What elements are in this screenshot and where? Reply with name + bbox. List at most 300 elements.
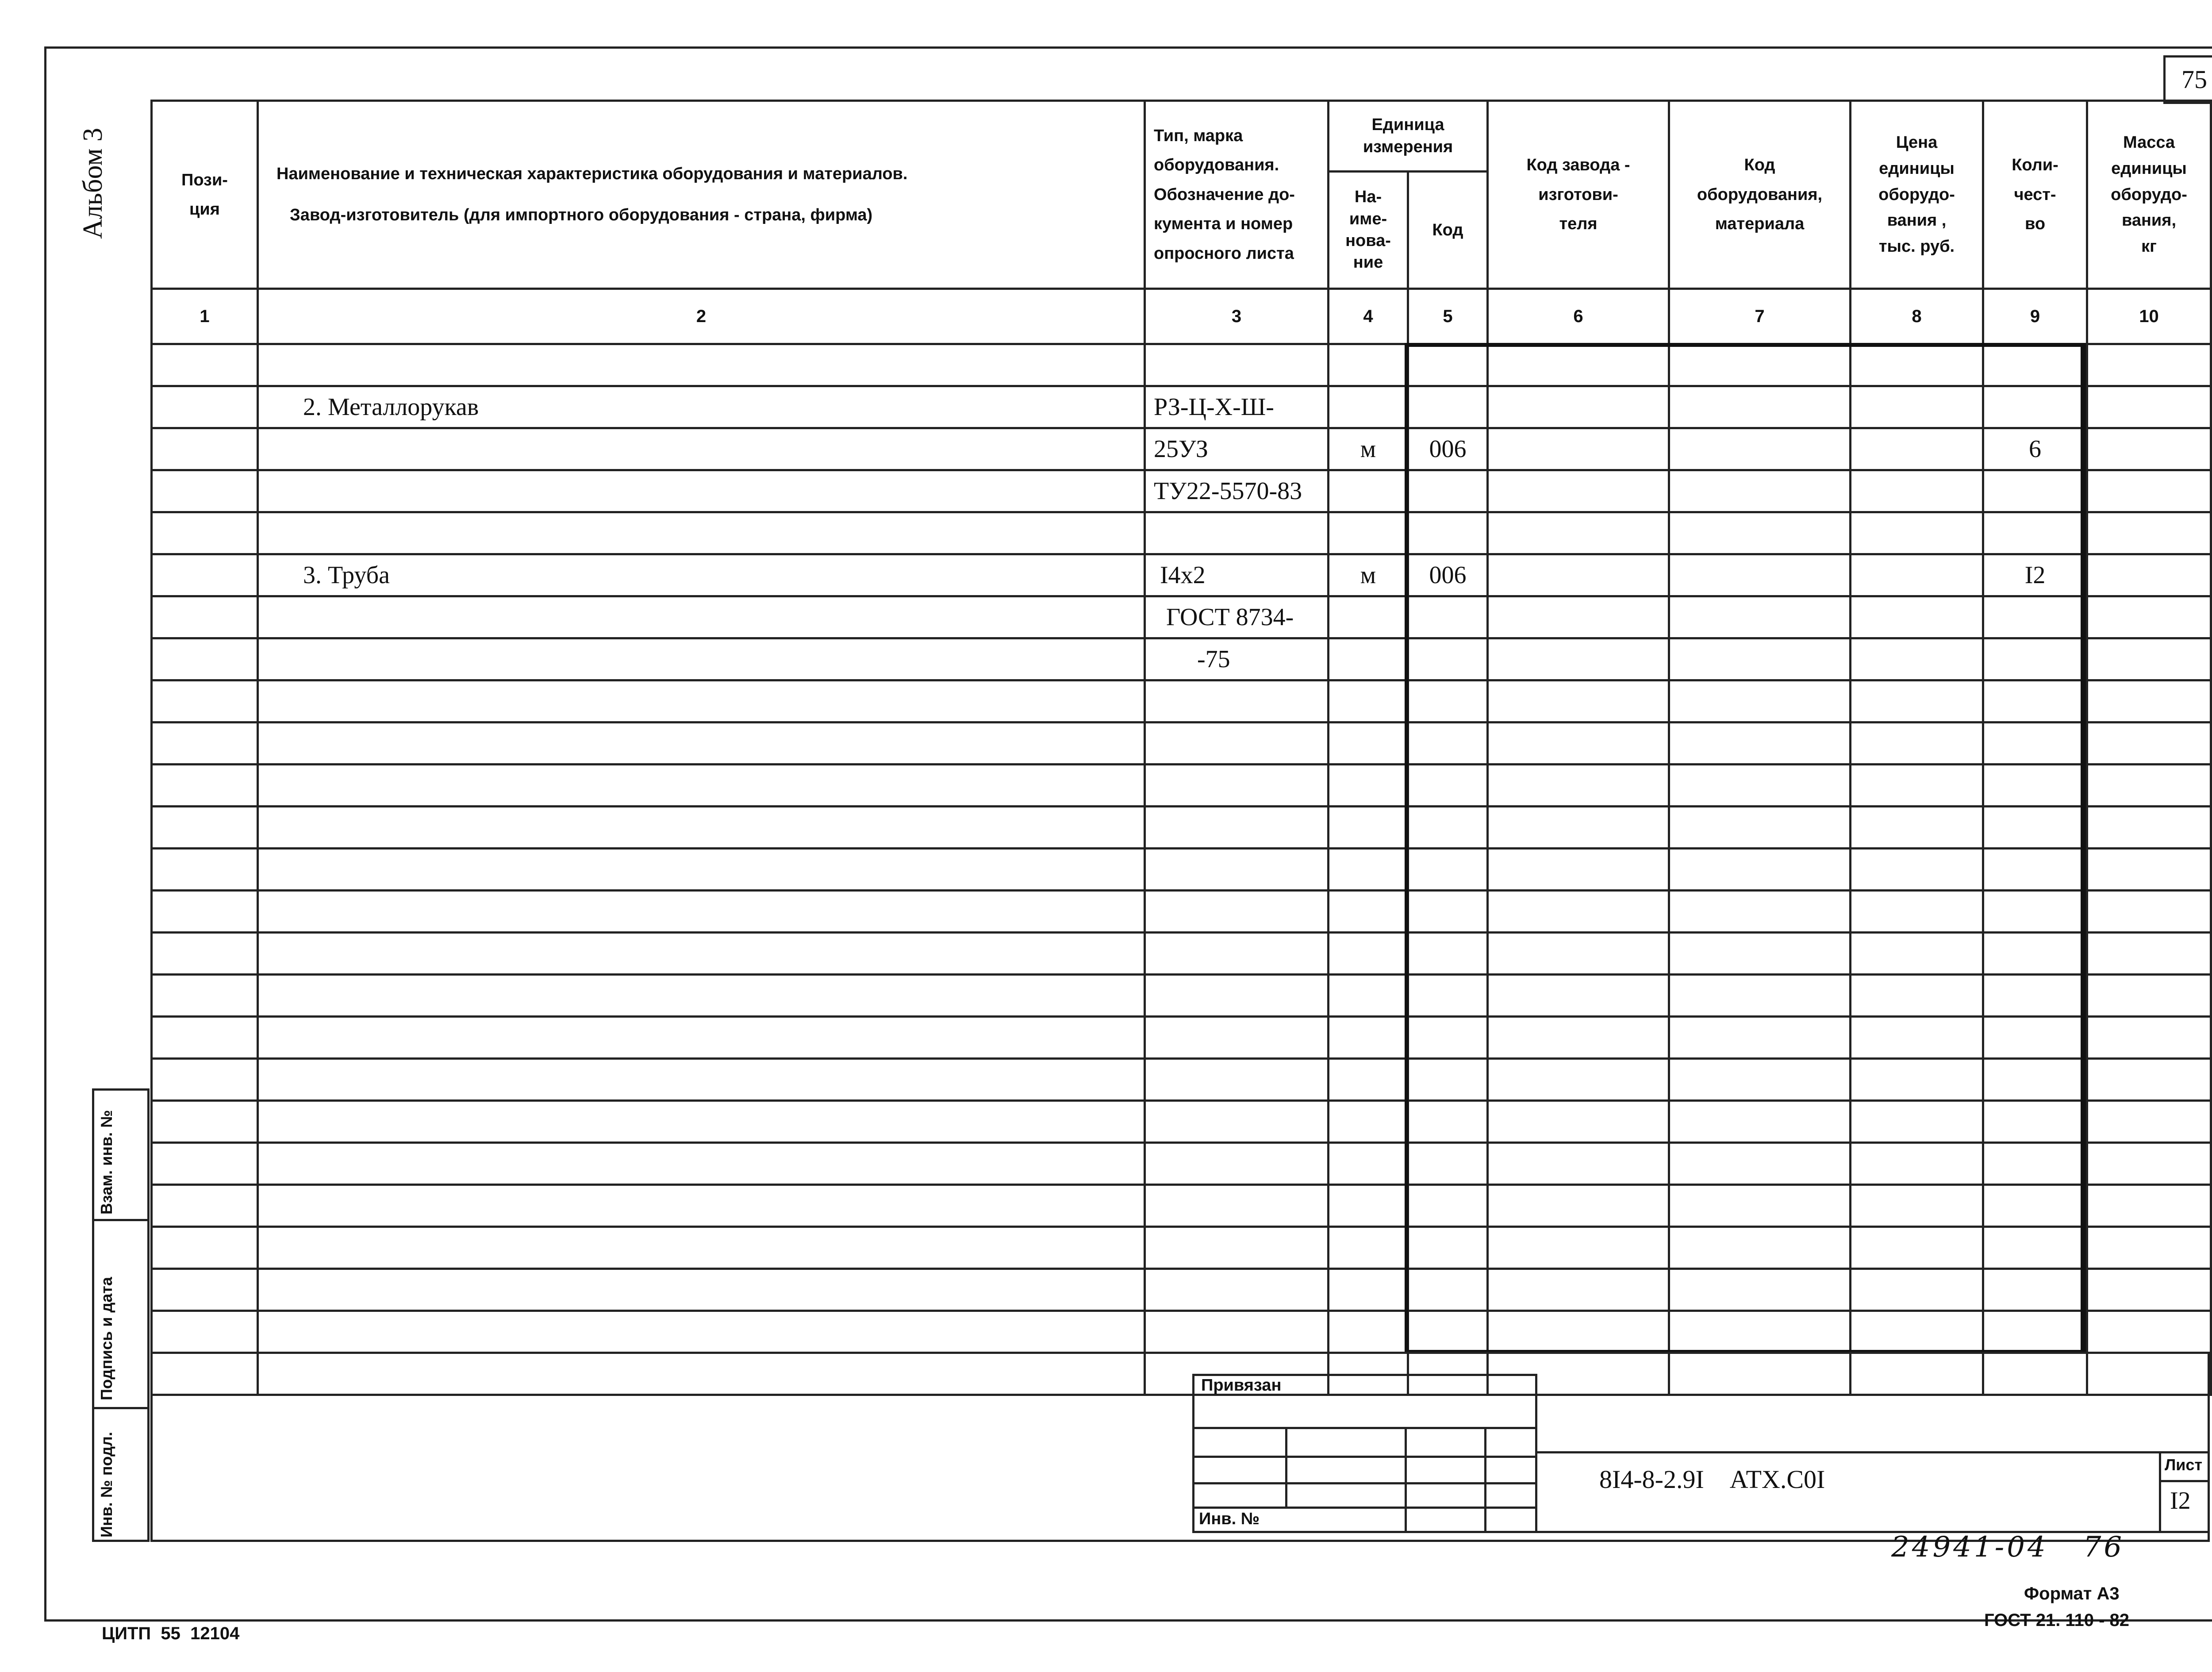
table-row	[152, 849, 2211, 891]
cell-factory-code	[1488, 596, 1669, 638]
header-unit-name: На- име- нова- ние	[1329, 172, 1408, 289]
bold-divider	[2081, 343, 2085, 1354]
cell-type	[1145, 680, 1329, 723]
cell-quantity	[1983, 1311, 2087, 1353]
cell-name	[258, 680, 1145, 723]
cell-unit	[1329, 723, 1408, 765]
cell-equipment-code	[1669, 386, 1851, 428]
cell-unit	[1329, 1269, 1408, 1311]
cell-unit	[1329, 1101, 1408, 1143]
cell-factory-code	[1488, 554, 1669, 596]
cell-name	[258, 638, 1145, 680]
cell-factory-code	[1488, 1227, 1669, 1269]
cell-price	[1851, 1101, 1983, 1143]
cell-price	[1851, 1185, 1983, 1227]
cell-equipment-code	[1669, 1101, 1851, 1143]
cell-factory-code	[1488, 975, 1669, 1017]
cell-mass	[2087, 1185, 2211, 1227]
cell-name	[258, 344, 1145, 386]
cell-price	[1851, 596, 1983, 638]
cell-name	[258, 1059, 1145, 1101]
cell-factory-code	[1488, 1059, 1669, 1101]
cell-equipment-code	[1669, 1059, 1851, 1101]
column-number: 3	[1145, 289, 1329, 344]
cell-unit-code: 006	[1408, 554, 1488, 596]
cell-name	[258, 1227, 1145, 1269]
cell-equipment-code	[1669, 638, 1851, 680]
doc-code: 8I4-8-2.9I АТХ.С0I	[1599, 1465, 1825, 1494]
cell-quantity	[1983, 680, 2087, 723]
cell-position	[152, 1227, 258, 1269]
cell-equipment-code	[1669, 512, 1851, 554]
cell-factory-code	[1488, 807, 1669, 849]
table-row	[152, 891, 2211, 933]
cell-name: 3. Труба	[258, 554, 1145, 596]
cell-unit-code	[1408, 1269, 1488, 1311]
cell-quantity	[1983, 1143, 2087, 1185]
cell-unit-code	[1408, 1227, 1488, 1269]
table-row	[152, 386, 2211, 428]
cell-name	[258, 975, 1145, 1017]
table-row	[152, 765, 2211, 807]
cell-name	[258, 470, 1145, 512]
cell-factory-code	[1488, 849, 1669, 891]
table-row	[152, 933, 2211, 975]
cell-position	[152, 554, 258, 596]
cell-equipment-code	[1669, 891, 1851, 933]
cell-unit	[1329, 1143, 1408, 1185]
citp-label: ЦИТП 55 12104	[102, 1624, 240, 1643]
cell-equipment-code	[1669, 849, 1851, 891]
cell-unit-code	[1408, 975, 1488, 1017]
cell-quantity	[1983, 344, 2087, 386]
cell-quantity	[1983, 807, 2087, 849]
cell-unit	[1329, 891, 1408, 933]
cell-position	[152, 1185, 258, 1227]
cell-position	[152, 1269, 258, 1311]
cell-position	[152, 1017, 258, 1059]
cell-unit-code	[1408, 386, 1488, 428]
cell-name	[258, 1185, 1145, 1227]
column-number: 7	[1669, 289, 1851, 344]
cell-position	[152, 638, 258, 680]
cell-mass	[2087, 638, 2211, 680]
cell-unit	[1329, 765, 1408, 807]
cell-unit-code	[1408, 680, 1488, 723]
cell-position	[152, 807, 258, 849]
header-name	[258, 101, 1145, 289]
cell-name	[258, 1101, 1145, 1143]
cell-factory-code	[1488, 765, 1669, 807]
cell-unit-code	[1408, 344, 1488, 386]
cell-factory-code	[1488, 1311, 1669, 1353]
cell-equipment-code	[1669, 1185, 1851, 1227]
cell-unit-code	[1408, 891, 1488, 933]
table-row	[152, 723, 2211, 765]
cell-unit	[1329, 470, 1408, 512]
cell-name	[258, 933, 1145, 975]
cell-price	[1851, 807, 1983, 849]
cell-mass	[2087, 470, 2211, 512]
cell-position	[152, 344, 258, 386]
table-row	[152, 975, 2211, 1017]
cell-unit-code	[1408, 1311, 1488, 1353]
table-row	[152, 1311, 2211, 1353]
cell-factory-code	[1488, 344, 1669, 386]
cell-mass	[2087, 765, 2211, 807]
cell-price	[1851, 1269, 1983, 1311]
header-factory-code: Код завода - изготови- теля	[1488, 101, 1669, 289]
cell-factory-code	[1488, 512, 1669, 554]
cell-equipment-code	[1669, 596, 1851, 638]
header-unit-group: Единица измерения	[1329, 101, 1488, 172]
cell-quantity: 6	[1983, 428, 2087, 470]
side-label-podpis: Подпись и дата	[97, 1277, 115, 1400]
cell-equipment-code	[1669, 1269, 1851, 1311]
cell-mass	[2087, 849, 2211, 891]
cell-mass	[2087, 596, 2211, 638]
cell-name	[258, 891, 1145, 933]
cell-price	[1851, 470, 1983, 512]
cell-price	[1851, 1059, 1983, 1101]
column-number: 6	[1488, 289, 1669, 344]
cell-type	[1145, 975, 1329, 1017]
cell-type	[1145, 1059, 1329, 1101]
cell-quantity	[1983, 1059, 2087, 1101]
cell-factory-code	[1488, 891, 1669, 933]
cell-type	[1145, 807, 1329, 849]
cell-type: ТУ22-5570-83	[1145, 470, 1329, 512]
cell-unit-code	[1408, 723, 1488, 765]
cell-unit-code	[1408, 596, 1488, 638]
column-number: 4	[1329, 289, 1408, 344]
column-number: 10	[2087, 289, 2211, 344]
cell-price	[1851, 386, 1983, 428]
cell-quantity	[1983, 1269, 2087, 1311]
cell-unit	[1329, 1311, 1408, 1353]
cell-price	[1851, 891, 1983, 933]
table-row	[152, 344, 2211, 386]
header-position: Пози- ция	[152, 101, 258, 289]
cell-price	[1851, 428, 1983, 470]
cell-equipment-code	[1669, 428, 1851, 470]
cell-quantity	[1983, 638, 2087, 680]
cell-unit	[1329, 344, 1408, 386]
cell-factory-code	[1488, 680, 1669, 723]
cell-unit-code	[1408, 1143, 1488, 1185]
cell-unit	[1329, 680, 1408, 723]
list-divider	[2159, 1451, 2161, 1533]
table-row	[152, 512, 2211, 554]
table-row	[152, 470, 2211, 512]
table-row	[152, 1017, 2211, 1059]
album-label: Альбом 3	[78, 127, 108, 239]
cell-name	[258, 428, 1145, 470]
cell-position	[152, 470, 258, 512]
cell-position	[152, 849, 258, 891]
cell-quantity	[1983, 1185, 2087, 1227]
cell-quantity	[1983, 1017, 2087, 1059]
cell-mass	[2087, 1227, 2211, 1269]
cell-type	[1145, 1143, 1329, 1185]
cell-name	[258, 1017, 1145, 1059]
cell-position	[152, 1143, 258, 1185]
cell-unit	[1329, 975, 1408, 1017]
cell-name	[258, 765, 1145, 807]
cell-name	[258, 512, 1145, 554]
cell-position	[152, 933, 258, 975]
cell-unit-code: 006	[1408, 428, 1488, 470]
cell-equipment-code	[1669, 1227, 1851, 1269]
header-name-line1: Наименование и техническая характеристика оборудования и материалов.	[276, 164, 908, 183]
cell-position	[152, 596, 258, 638]
cell-unit	[1329, 1017, 1408, 1059]
table-row	[152, 1059, 2211, 1101]
column-number: 8	[1851, 289, 1983, 344]
cell-position	[152, 1311, 258, 1353]
cell-type: 25УЗ	[1145, 428, 1329, 470]
cell-name	[258, 1269, 1145, 1311]
cell-type	[1145, 933, 1329, 975]
list-divider	[2159, 1480, 2210, 1482]
cell-type	[1145, 1017, 1329, 1059]
cell-quantity	[1983, 933, 2087, 975]
stamp-line	[1405, 1427, 1407, 1533]
cell-equipment-code	[1669, 1017, 1851, 1059]
cell-unit-code	[1408, 638, 1488, 680]
list-label: Лист	[2165, 1456, 2203, 1474]
cell-position	[152, 765, 258, 807]
cell-factory-code	[1488, 1269, 1669, 1311]
cell-unit	[1329, 1059, 1408, 1101]
cell-position	[152, 891, 258, 933]
cell-name	[258, 807, 1145, 849]
cell-name	[258, 596, 1145, 638]
cell-type: ГОСТ 8734-	[1145, 596, 1329, 638]
header-equipment-code: Код оборудования, материала	[1669, 101, 1851, 289]
cell-equipment-code	[1669, 723, 1851, 765]
cell-mass	[2087, 428, 2211, 470]
table-row	[152, 1101, 2211, 1143]
cell-factory-code	[1488, 428, 1669, 470]
header-unit-code: Код	[1408, 172, 1488, 289]
cell-mass	[2087, 933, 2211, 975]
cell-unit: м	[1329, 554, 1408, 596]
cell-quantity	[1983, 975, 2087, 1017]
cell-factory-code	[1488, 386, 1669, 428]
cell-position	[152, 1101, 258, 1143]
cell-price	[1851, 975, 1983, 1017]
cell-factory-code	[1488, 1017, 1669, 1059]
cell-type	[1145, 1185, 1329, 1227]
cell-type	[1145, 344, 1329, 386]
cell-mass	[2087, 680, 2211, 723]
cell-position	[152, 428, 258, 470]
cell-unit	[1329, 386, 1408, 428]
cell-unit	[1329, 596, 1408, 638]
stamp-line	[1285, 1427, 1287, 1507]
cell-price	[1851, 1311, 1983, 1353]
table-row	[152, 680, 2211, 723]
cell-equipment-code	[1669, 765, 1851, 807]
cell-mass	[2087, 723, 2211, 765]
cell-type	[1145, 1269, 1329, 1311]
cell-unit	[1329, 638, 1408, 680]
cell-position	[152, 512, 258, 554]
cell-position	[152, 386, 258, 428]
cell-equipment-code	[1669, 1143, 1851, 1185]
cell-type	[1145, 1311, 1329, 1353]
cell-factory-code	[1488, 1185, 1669, 1227]
cell-factory-code	[1488, 1101, 1669, 1143]
cell-mass	[2087, 386, 2211, 428]
cell-unit	[1329, 1227, 1408, 1269]
header-price: Цена единицы оборудо- вания , тыс. руб.	[1851, 101, 1983, 289]
stamp-inv-label: Инв. №	[1199, 1510, 1260, 1528]
cell-factory-code	[1488, 470, 1669, 512]
stamp-line	[1484, 1427, 1486, 1533]
cell-price	[1851, 554, 1983, 596]
cell-unit: м	[1329, 428, 1408, 470]
cell-mass	[2087, 554, 2211, 596]
cell-price	[1851, 765, 1983, 807]
cell-mass	[2087, 807, 2211, 849]
column-number-row	[152, 289, 2211, 344]
side-label-inv: Инв. № подл.	[97, 1432, 115, 1537]
column-number: 5	[1408, 289, 1488, 344]
table-row	[152, 1269, 2211, 1311]
cell-price	[1851, 849, 1983, 891]
cell-price	[1851, 1017, 1983, 1059]
cell-unit-code	[1408, 807, 1488, 849]
cell-quantity	[1983, 891, 2087, 933]
cell-unit-code	[1408, 470, 1488, 512]
cell-unit-code	[1408, 765, 1488, 807]
cell-unit-code	[1408, 1059, 1488, 1101]
cell-quantity	[1983, 765, 2087, 807]
cell-mass	[2087, 891, 2211, 933]
cell-mass	[2087, 1269, 2211, 1311]
cell-equipment-code	[1669, 807, 1851, 849]
table-row	[152, 807, 2211, 849]
cell-type: -75	[1145, 638, 1329, 680]
cell-price	[1851, 638, 1983, 680]
gost-label: ГОСТ 21. 110 - 82	[1984, 1611, 2129, 1630]
table-row	[152, 1185, 2211, 1227]
column-number: 2	[258, 289, 1145, 344]
cell-name: 2. Металлорукав	[258, 386, 1145, 428]
cell-quantity	[1983, 1101, 2087, 1143]
table-row	[152, 1143, 2211, 1185]
header-name-line2: Завод-изготовитель (для импортного оборудования - страна, фирма)	[290, 206, 873, 224]
list-value: I2	[2170, 1487, 2191, 1514]
cell-unit-code	[1408, 512, 1488, 554]
cell-quantity	[1983, 386, 2087, 428]
cell-unit	[1329, 1185, 1408, 1227]
cell-factory-code	[1488, 723, 1669, 765]
cell-mass	[2087, 512, 2211, 554]
cell-name	[258, 849, 1145, 891]
cell-price	[1851, 344, 1983, 386]
cell-price	[1851, 680, 1983, 723]
cell-type: РЗ-Ц-Х-Ш-	[1145, 386, 1329, 428]
specification-table	[150, 100, 2212, 1396]
header-type: Тип, марка оборудования. Обозначение до- кумента и номер опросного листа	[1145, 101, 1329, 289]
cell-mass	[2087, 1017, 2211, 1059]
cell-position	[152, 723, 258, 765]
cell-equipment-code	[1669, 933, 1851, 975]
cell-price	[1851, 512, 1983, 554]
cell-type	[1145, 1101, 1329, 1143]
cell-price	[1851, 723, 1983, 765]
table-row	[152, 638, 2211, 680]
cell-equipment-code	[1669, 680, 1851, 723]
stamp-privyazan-label: Привязан	[1201, 1376, 1282, 1395]
cell-price	[1851, 1143, 1983, 1185]
cell-equipment-code	[1669, 470, 1851, 512]
cell-factory-code	[1488, 1143, 1669, 1185]
cell-position	[152, 975, 258, 1017]
cell-type	[1145, 849, 1329, 891]
table-row	[152, 596, 2211, 638]
cell-position	[152, 1059, 258, 1101]
cell-quantity	[1983, 596, 2087, 638]
cell-type	[1145, 723, 1329, 765]
cell-quantity	[1983, 512, 2087, 554]
cell-factory-code	[1488, 933, 1669, 975]
cell-unit-code	[1408, 933, 1488, 975]
cell-name	[258, 1143, 1145, 1185]
cell-equipment-code	[1669, 344, 1851, 386]
cell-mass	[2087, 975, 2211, 1017]
column-number: 1	[152, 289, 258, 344]
column-number: 9	[1983, 289, 2087, 344]
cell-name	[258, 723, 1145, 765]
cell-type	[1145, 765, 1329, 807]
cell-quantity	[1983, 470, 2087, 512]
cell-equipment-code	[1669, 554, 1851, 596]
cell-equipment-code	[1669, 1311, 1851, 1353]
cell-type: I4x2	[1145, 554, 1329, 596]
cell-type	[1145, 1227, 1329, 1269]
header-mass: Масса единицы оборудо- вания, кг	[2087, 101, 2211, 289]
cell-unit	[1329, 807, 1408, 849]
cell-price	[1851, 933, 1983, 975]
cell-position	[152, 680, 258, 723]
cell-unit	[1329, 933, 1408, 975]
cell-quantity	[1983, 849, 2087, 891]
cell-equipment-code	[1669, 975, 1851, 1017]
format-label: Формат А3	[2024, 1584, 2120, 1603]
handwritten-number: 24941-04 76	[1891, 1531, 2125, 1564]
cell-quantity	[1983, 1227, 2087, 1269]
cell-mass	[2087, 1059, 2211, 1101]
cell-mass	[2087, 344, 2211, 386]
cell-type	[1145, 512, 1329, 554]
side-label-vzam: Взам. инв. №	[97, 1110, 115, 1215]
cell-mass	[2087, 1143, 2211, 1185]
cell-unit-code	[1408, 849, 1488, 891]
cell-quantity	[1983, 723, 2087, 765]
cell-type	[1145, 891, 1329, 933]
cell-mass	[2087, 1311, 2211, 1353]
table-row	[152, 554, 2211, 596]
cell-quantity: I2	[1983, 554, 2087, 596]
cell-unit-code	[1408, 1185, 1488, 1227]
cell-unit	[1329, 849, 1408, 891]
table-row	[152, 1227, 2211, 1269]
cell-factory-code	[1488, 638, 1669, 680]
